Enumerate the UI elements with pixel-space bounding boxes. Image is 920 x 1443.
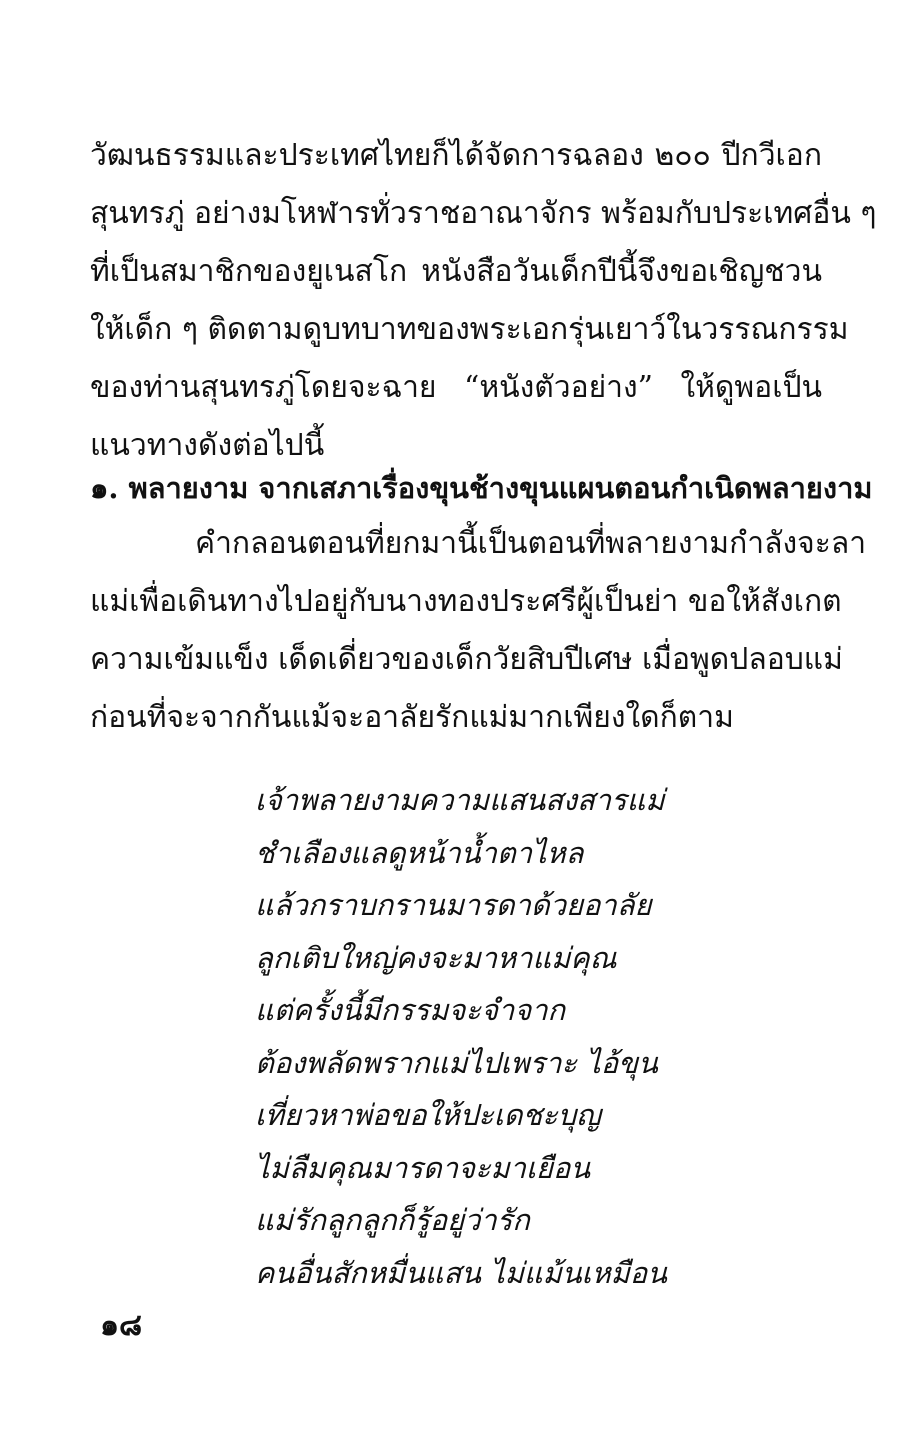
section-line: แม่เพื่อเดินทางไปอยู่กับนางทองประศรีผู้เป็นย่า ขอให้สังเกต	[90, 584, 842, 619]
poem-line: คนอื่นสักหมื่นแสน ไม่แม้นเหมือน	[255, 1255, 667, 1290]
poem-block	[255, 774, 815, 1299]
intro-line: ให้เด็ก ๆ ติดตามดูบทบาทของพระเอกรุ่นเยาว์ในวรรณกรรม	[90, 312, 849, 347]
poem-line: ลูกเติบใหญ่คงจะมาหาแม่คุณ	[255, 940, 617, 975]
poem-line: ต้องพลัดพรากแม่ไปเพราะ ไอ้ขุน	[255, 1045, 658, 1080]
page-number: ๑๘	[100, 1308, 143, 1343]
poem-line: ไม่ลืมคุณมารดาจะมาเยือน	[255, 1150, 591, 1185]
section-heading: ๑. พลายงาม จากเสภาเรื่องขุนช้างขุนแผนตอนกำเนิดพลายงาม	[90, 471, 873, 505]
section-line: ความเข้มแข็ง เด็ดเดี่ยวของเด็กวัยสิบปีเศษ เมื่อพูดปลอบแม่	[90, 642, 843, 677]
poem-line: เจ้าพลายงามความแสนสงสารแม่	[255, 783, 665, 817]
poem-line: แม่รักลูกลูกก็รู้อยู่ว่ารัก	[255, 1203, 530, 1237]
section-line: คำกลอนตอนที่ยกมานี้เป็นตอนที่พลายงามกำลังจะลา	[195, 526, 867, 561]
intro-line: วัฒนธรรมและประเทศไทยก็ได้จัดการฉลอง ๒๐๐ ปีกวีเอก	[90, 138, 822, 173]
intro-line: ที่เป็นสมาชิกของยูเนสโก หนังสือวันเด็กปีนี้จึงขอเชิญชวน	[90, 254, 822, 289]
intro-paragraph	[90, 127, 877, 475]
section-one	[90, 461, 873, 747]
poem-line: เที่ยวหาพ่อขอให้ปะเดชะบุญ	[255, 1098, 601, 1132]
poem-line: แล้วกราบกรานมารดาด้วยอาลัย	[255, 888, 652, 922]
intro-line: ของท่านสุนทรภู่โดยจะฉาย “หนังตัวอย่าง” ให้ดูพอเป็น	[90, 370, 822, 405]
poem-line: ชำเลืองแลดูหน้าน้ำตาไหล	[255, 835, 584, 870]
intro-line: แนวทางดังต่อไปนี้	[90, 428, 325, 463]
intro-line: สุนทรภู่ อย่างมโหฬารทั่วราชอาณาจักร พร้อมกับประเทศอื่น ๆ	[90, 196, 877, 231]
section-line: ก่อนที่จะจากกันแม้จะอาลัยรักแม่มากเพียงใดก็ตาม	[90, 700, 734, 735]
poem-line: แต่ครั้งนี้มีกรรมจะจำจาก	[255, 993, 566, 1027]
